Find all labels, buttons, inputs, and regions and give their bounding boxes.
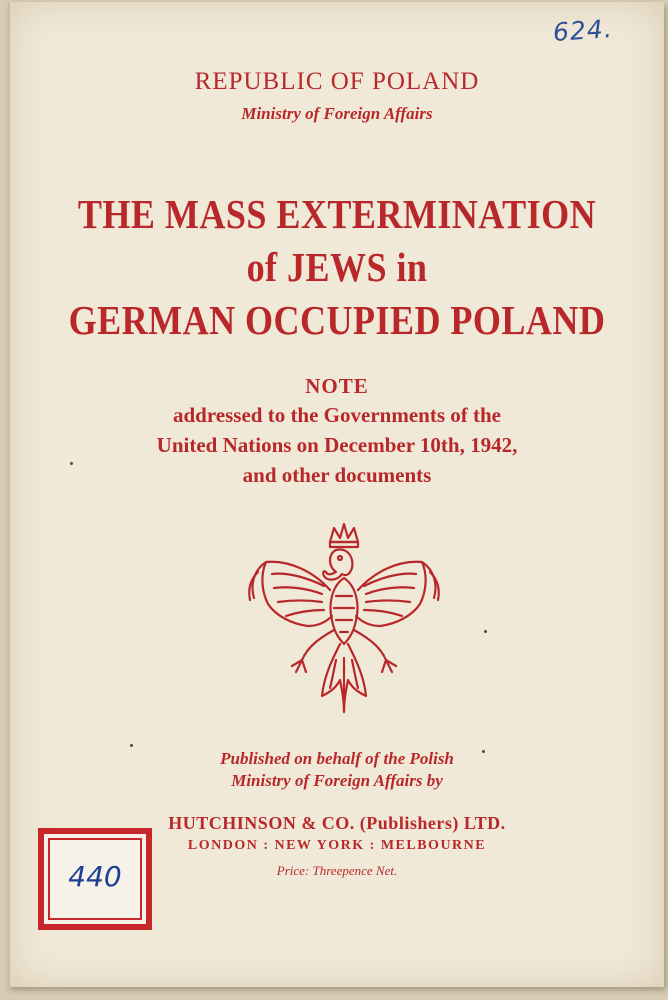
published-by-statement [10, 748, 664, 792]
paper-spot [482, 750, 485, 753]
paper-spot [130, 744, 133, 747]
paper-spot [484, 630, 487, 633]
publisher-cities: LONDON : NEW YORK : MELBOURNE [187, 838, 487, 853]
published-line-1: Published on behalf of the Polish [220, 749, 454, 768]
polish-eagle-icon [244, 520, 444, 716]
price-line: Price: Threepence Net. [276, 863, 398, 878]
library-label-number: 440 [68, 860, 122, 893]
note-heading: NOTE [305, 374, 369, 398]
note-description [10, 400, 664, 490]
note-line-1: addressed to the Governments of the [172, 403, 501, 427]
note-line-2: United Nations on December 10th, 1942, [156, 433, 518, 457]
title-line-1: THE MASS EXTERMINATION [77, 191, 597, 237]
paper-spot [70, 462, 73, 465]
publisher-country: REPUBLIC OF POLAND [194, 68, 480, 95]
document-cover [8, 2, 664, 987]
handwritten-catalog-number: 624. [552, 13, 614, 48]
library-label [38, 828, 152, 930]
published-line-2: Ministry of Foreign Affairs by [231, 771, 443, 790]
publisher-ministry: Ministry of Foreign Affairs [241, 104, 433, 123]
publisher-name: HUTCHINSON & CO. (Publishers) LTD. [168, 813, 506, 833]
title-line-3: GERMAN OCCUPIED POLAND [68, 297, 606, 343]
title-line-2: of JEWS in [246, 244, 428, 290]
note-line-3: and other documents [242, 463, 432, 487]
document-title [49, 188, 625, 347]
